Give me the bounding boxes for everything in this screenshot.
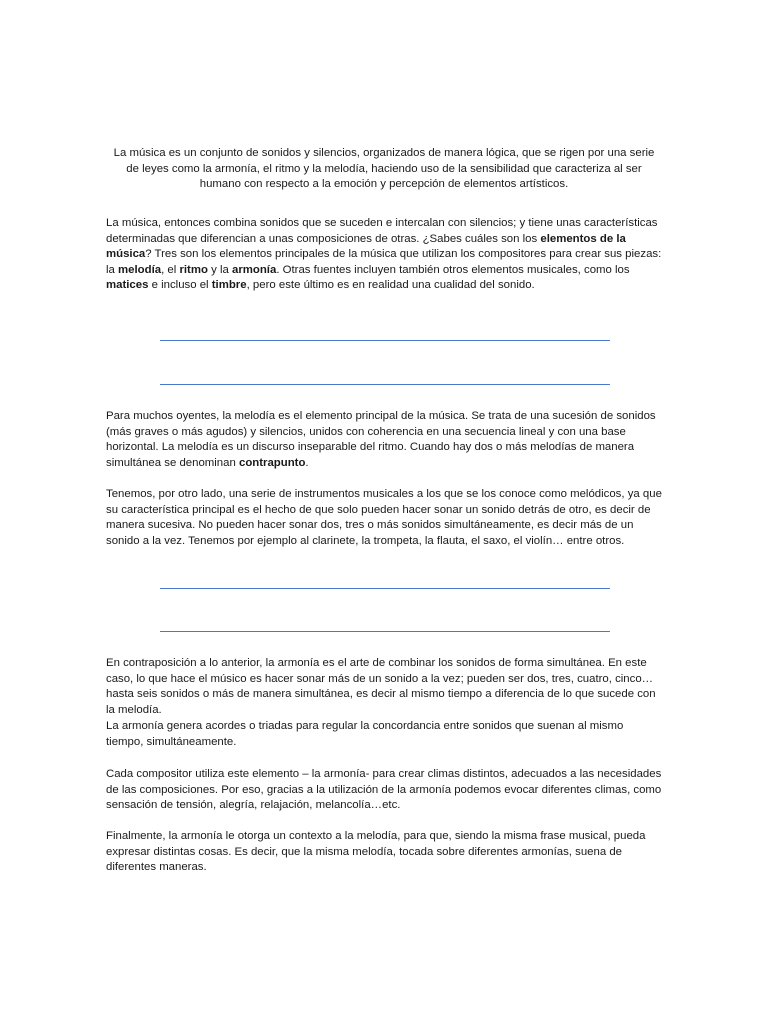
- text-span: La música, entonces combina sonidos que se suceden e intercalan con silencios; y tiene unas características determinadas que diferencian a unas composiciones de otras. ¿Sabes cuáles son los: [106, 217, 658, 245]
- blank-line: [160, 631, 610, 632]
- intro-paragraph: La música es un conjunto de sonidos y silencios, organizados de manera lógica, que se rigen por una serie de leyes como la armonía, el ritmo y la melodía, haciendo uso de la sensibilidad que caracteriza al ser humano con respecto a la emoción y percepción de elementos artísticos.: [113, 147, 655, 190]
- blank-line: [160, 588, 610, 589]
- bold-term: matices: [106, 279, 149, 291]
- bold-term: timbre: [211, 279, 247, 291]
- blank-line: [160, 384, 610, 385]
- harmony-paragraph: En contraposición a lo anterior, la armonía es el arte de combinar los sonidos de forma simultánea. En este caso, lo que hace el músico es hacer sonar más de un sonido a la vez; pueden ser dos, tres, cuatro, cinco… hasta seis sonidos o más de manera simultánea, es decir al mismo tiempo a diferencia de lo que sucede con la melodía.: [106, 657, 656, 716]
- text-span: ? Tres son los elementos principales de la música que utilizan los compositores para crear sus piezas: la: [106, 248, 662, 276]
- text-span: .: [305, 456, 309, 469]
- blank-line: [160, 340, 610, 341]
- text-span: . Otras fuentes incluyen también otros elementos musicales, como los: [276, 263, 630, 276]
- text-span: Para muchos oyentes, la melodía es el elemento principal de la música. Se trata de una sucesión de sonidos (más graves o más agudos) y silencios, unidos con coherencia en una secuencia lineal y con una base horizontal. La melodía es un discurso inseparable del ritmo. Cuando hay dos o más melodías de manera simultánea se denominan: [106, 410, 656, 469]
- bold-term: elementos de la música: [106, 232, 626, 260]
- bold-term: melodía: [118, 263, 162, 276]
- bold-term: contrapunto: [238, 456, 306, 469]
- melodic-instruments-paragraph: Tenemos, por otro lado, una serie de instrumentos musicales a los que se los conoce como melódicos, ya que su característica principal es el hecho de que solo pueden hacer sonar un sonido detrás de otro, es decir de manera sucesiva. No pueden hacer sonar dos, tres o más sonidos simultáneamente, es decir más de un sonido a la vez. Tenemos por ejemplo al clarinete, la trompeta, la flauta, el saxo, el violín… entre otros.: [106, 488, 662, 547]
- elements-paragraph: [106, 216, 662, 294]
- text-span: e incluso el: [148, 279, 212, 291]
- bold-term: ritmo: [179, 263, 208, 276]
- conclusion-paragraph: Finalmente, la armonía le otorga un contexto a la melodía, para que, siendo la misma frase musical, pueda expresar distintas cosas. Es decir, que la misma melodía, tocada sobre diferentes armonías, suena de diferentes maneras.: [106, 830, 646, 873]
- chords-paragraph: La armonía genera acordes o triadas para regular la concordancia entre sonidos que suenan al mismo tiempo, simultáneamente.: [106, 720, 624, 748]
- composer-paragraph: Cada compositor utiliza este elemento – la armonía- para crear climas distintos, adecuados a las necesidades de las composiciones. Por eso, gracias a la utilización de la armonía podemos evocar diferentes climas, como sensación de tensión, alegría, relajación, melancolía…etc.: [106, 768, 662, 811]
- text-span: y la: [207, 263, 232, 276]
- text-span: , el: [161, 263, 180, 276]
- melody-paragraph: [106, 409, 662, 471]
- bold-term: armonía: [232, 263, 277, 276]
- text-span: , pero este último es en realidad una cualidad del sonido.: [246, 279, 535, 291]
